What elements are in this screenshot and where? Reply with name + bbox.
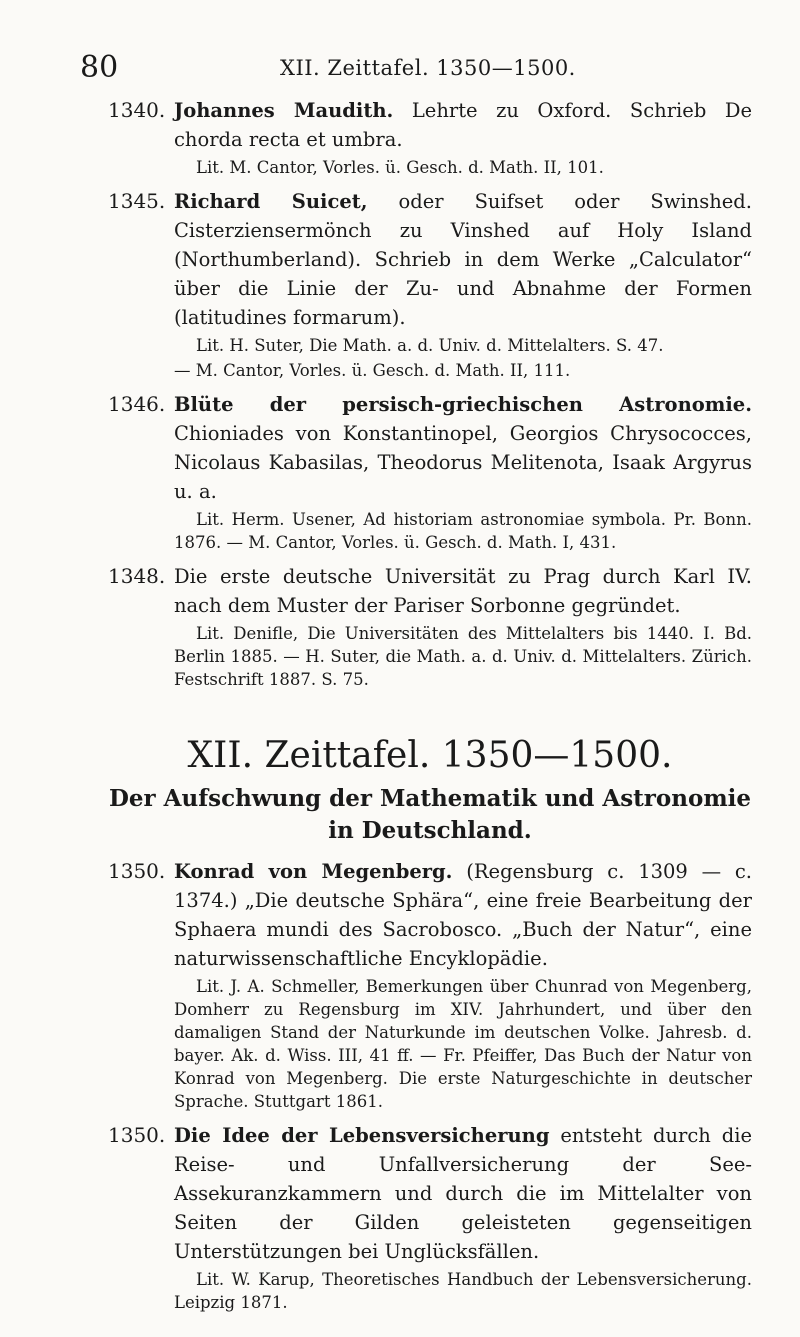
entries-before xyxy=(108,96,752,691)
entry-name: Johannes Maudith. xyxy=(174,99,394,122)
page-number: 80 xyxy=(80,50,119,85)
entry-name: Richard Suicet, xyxy=(174,190,368,213)
section-title: XII. Zeittafel. 1350—1500. xyxy=(187,735,673,776)
literature-reference: — M. Cantor, Vorles. ü. Gesch. d. Math. II, 111. xyxy=(174,361,571,380)
entry-text xyxy=(174,1121,752,1266)
timeline-entry xyxy=(108,857,752,1113)
entries-after xyxy=(108,857,752,1314)
timeline-entry xyxy=(108,187,752,382)
entry-name: Blüte der persisch-griechischen Astronomie. xyxy=(174,393,752,416)
section-subtitle-line1: Der Aufschwung der Mathematik und Astronomie xyxy=(108,785,752,812)
literature-reference: Lit. Denifle, Die Universitäten des Mittelalters bis 1440. I. Bd. Berlin 1885. — H. Suter, die Math. a. d. Univ. d. Mittelalters. Zürich. Festschrift 1887. S. 75. xyxy=(174,624,752,689)
literature-reference: Lit. H. Suter, Die Math. a. d. Univ. d. Mittelalters. S. 47. xyxy=(196,336,664,355)
entry-description: oder Suifset oder Swinshed. Cisterziensermönch zu Vinshed auf Holy Island (Northumberland). Schrieb in dem Werke „Calculator“ über die Linie der Zu- und Abnahme der Formen (latitudines formarum). xyxy=(174,190,752,329)
entry-text xyxy=(174,96,752,154)
literature-reference: Lit. M. Cantor, Vorles. ü. Gesch. d. Math. II, 101. xyxy=(196,158,604,177)
section-subtitle-line2: in Deutschland. xyxy=(328,817,532,844)
timeline-entry xyxy=(108,96,752,179)
entry-name: Konrad von Megenberg. xyxy=(174,860,453,883)
timeline-entry xyxy=(108,562,752,691)
running-title: XII. Zeittafel. 1350—1500. xyxy=(280,56,576,80)
entry-description: Lehrte zu Oxford. Schrieb De chorda recta et umbra. xyxy=(174,99,752,151)
entry-description: entsteht durch die Reise- und Unfallversicherung der See-Assekuranzkammern und durch die im Mittelalter von Seiten der Gilden geleisteten gegenseitigen Unterstützungen bei Unglücksfällen. xyxy=(174,1124,752,1263)
running-head xyxy=(80,48,700,88)
entry-year: 1340. xyxy=(108,98,166,122)
timeline-entry xyxy=(108,1121,752,1314)
entry-name: Die Idee der Lebensversicherung xyxy=(174,1124,550,1147)
timeline-entry xyxy=(108,390,752,554)
literature-reference: Lit. Herm. Usener, Ad historiam astronomiae symbola. Pr. Bonn. 1876. — M. Cantor, Vorles. ü. Gesch. d. Math. I, 431. xyxy=(174,510,752,552)
entry-text xyxy=(174,187,752,332)
entry-description: (Regensburg c. 1309 — c. 1374.) „Die deutsche Sphära“, eine freie Bearbeitung der Sphaera mundi des Sacrobosco. „Buch der Natur“, eine naturwissenschaftliche Encyklopädie. xyxy=(174,860,753,970)
entry-description: Chioniades von Konstantinopel, Georgios Chrysococces, Nicolaus Kabasilas, Theodorus Melitenota, Isaak Argyrus u. a. xyxy=(174,422,752,503)
entry-text xyxy=(174,562,752,620)
literature-reference: Lit. J. A. Schmeller, Bemerkungen über Chunrad von Megenberg, Domherr zu Regensburg im XIV. Jahrhundert, und über den damaligen Stand der Naturkunde im deutschen Volke. Jahresb. d. bayer. Ak. d. Wiss. III, 41 ff. — Fr. Pfeiffer, Das Buch der Natur von Konrad von Megenberg. Die erste Naturgeschichte in deutscher Sprache. Stuttgart 1861. xyxy=(174,977,752,1111)
entry-year: 1348. xyxy=(108,564,166,588)
entry-year: 1350. xyxy=(108,859,166,883)
page-body xyxy=(108,96,752,1322)
entry-year: 1350. xyxy=(108,1123,166,1147)
entry-text xyxy=(174,390,752,506)
entry-description: Die erste deutsche Universität zu Prag durch Karl IV. nach dem Muster der Pariser Sorbonne gegründet. xyxy=(174,565,752,617)
entry-year: 1345. xyxy=(108,189,166,213)
entry-text xyxy=(174,857,752,973)
literature-reference: Lit. W. Karup, Theoretisches Handbuch der Lebensversicherung. Leipzig 1871. xyxy=(174,1270,752,1312)
entry-year: 1346. xyxy=(108,392,166,416)
